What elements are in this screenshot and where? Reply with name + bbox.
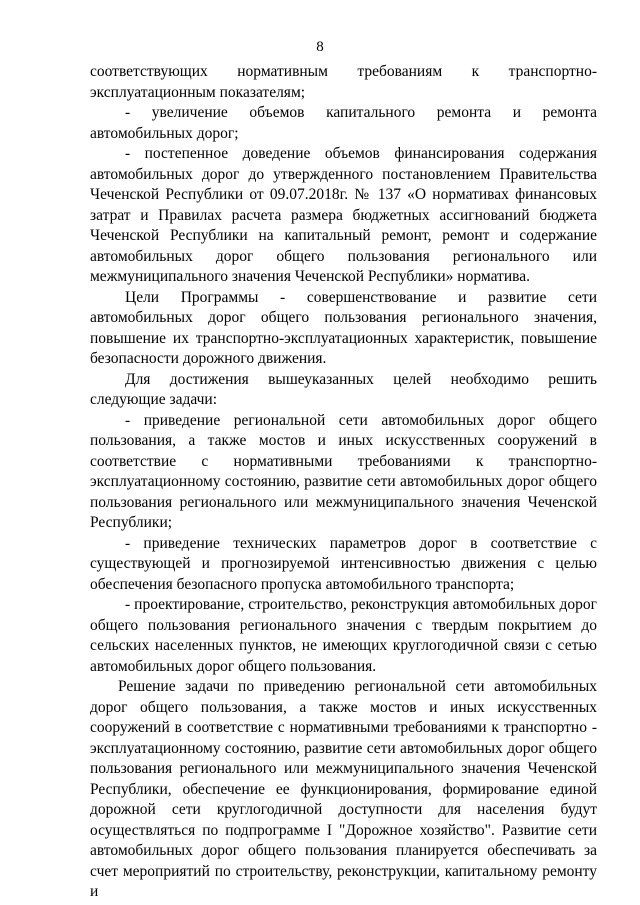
paragraph-list-item: - приведение региональной сети автомобильных дорог общего пользования, а также мостов и иных искусственных сооружений в соответствие с нормативными требованиями к транспортно-эксплуатационному состоянию, развитие сети автомобильных дорог общего пользования регионального или межмуниципального значения Чеченской Республики; [90,411,597,531]
paragraph-list-item: - постепенное доведение объемов финансирования содержания автомобильных дорог до утвержденного постановлением Правительства Чеченской Республики от 09.07.2018г. № 137 «О нормативах финансовых затрат и Правилах расчета размера бюджетных ассигнований бюджета Чеченской Республики на капитальный ремонт, ремонт и содержание автомобильных дорог общего пользования регионального или межмуниципального значения Чеченской Республики» норматива. [90,145,597,285]
paragraph-list-item: - увеличение объемов капитального ремонта и ремонта автомобильных дорог; [90,104,597,142]
paragraph-list-item: - проектирование, строительство, реконструкция автомобильных дорог общего пользования регионального значения с твердым покрытием до сельских населенных пунктов, не имеющих круглогодичной связи с сетью автомобильных дорог общего пользования. [90,596,597,675]
paragraph-goals: Цели Программы - совершенствование и развитие сети автомобильных дорог общего пользования регионального значения, повышение их транспортно-эксплуатационных характеристик, повышение безопасности дорожного движения. [90,288,597,367]
paragraph-continuation: соответствующих нормативным требованиям к транспортно-эксплуатационным показателям; [90,63,597,101]
paragraph-solution: Решение задачи по приведению региональной сети автомобильных дорог общего пользования, а также мостов и иных искусственных сооружений в соответствие с нормативными требованиями к транспортно - эксплуатационному состоянию, развитие сети автомобильных дорог общего пользования регионального или межмуниципального значения Чеченской Республики, обеспечение ее функционирования, формирование единой дорожной сети круглогодичной доступности для населения будут осуществляться по подпрограмме I "Дорожное хозяйство". Развитие сети автомобильных дорог общего пользования планируется обеспечивать за счет мероприятий по строительству, реконструкции, капитальному ремонту и [90,678,597,900]
paragraph-list-item: - приведение технических параметров дорог в соответствие с существующей и прогнозируемой интенсивностью движения с целью обеспечения безопасного пропуска автомобильного транспорта; [90,534,597,593]
document-body [90,62,597,903]
paragraph-tasks-intro: Для достижения вышеуказанных целей необходимо решить следующие задачи: [90,370,597,408]
page-number: 8 [316,39,324,55]
